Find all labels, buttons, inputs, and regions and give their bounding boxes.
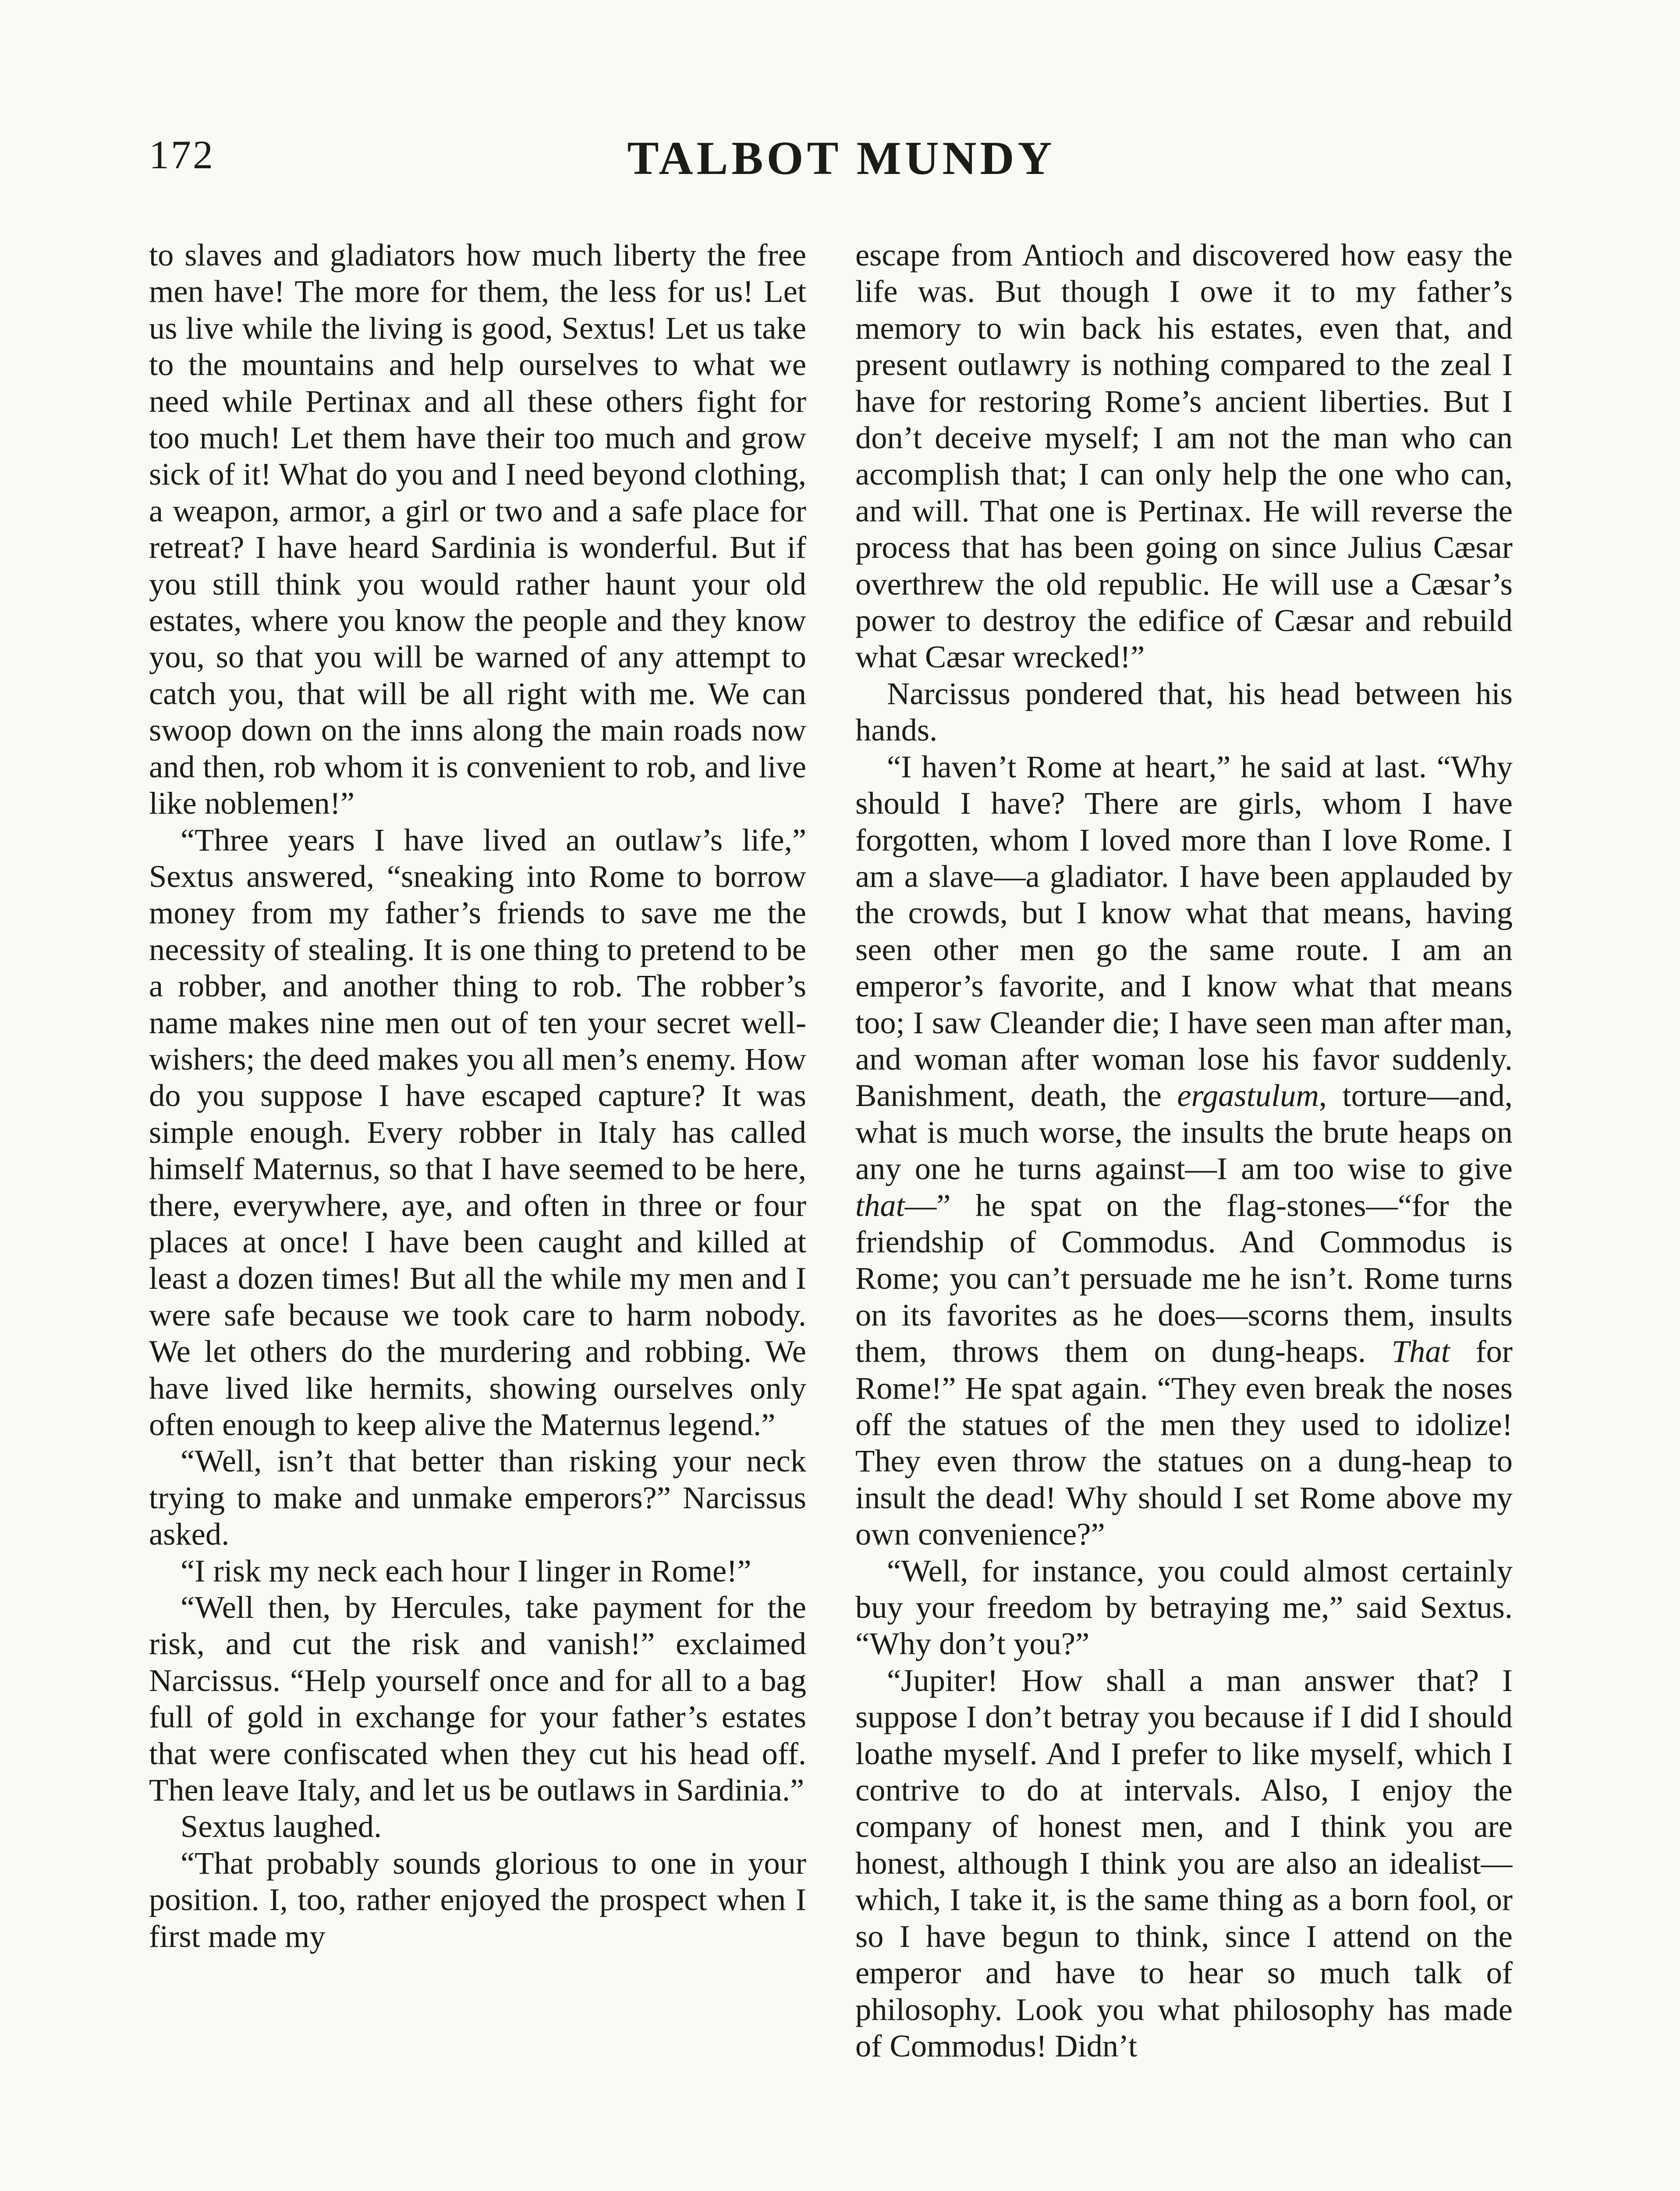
text-run: —” he spat on the flag-stones—“for the friendship of Commodus. And Commodus is Rome; you can’t persuade me he isn’t. Rome turns on its favorites as he does—scorns them, insults them, throws them on dung-heaps. [855,1187,1513,1369]
paragraph: Sextus laughed. [181,1808,382,1844]
italic-term: That [1391,1333,1450,1369]
paragraph: to slaves and gladiators how much liberty the free men have! The more for them, the less for us! Let us live while the living is good, Sextus! Let us take to the mountains and help ourselves to what we need while Pertinax and all these others fight for too much! Let them have their too much and grow sick of it! What do you and I need beyond clothing, a weapon, armor, a girl or two and a safe place for retreat? I have heard Sardinia is wonderful. But if you still think you would rather haunt your old estates, where you know the people and they know you, so that you will be warned of any attempt to catch you, that will be all right with me. We can swoop down on the inns along the main roads now and then, rob whom it is convenient to rob, and live like noblemen!” [149,237,806,821]
paragraph: “Well, isn’t that better than risking your neck trying to make and unmake emperors?” Narcissus asked. [149,1443,806,1552]
italic-term: ergastulum [1177,1078,1319,1113]
running-head: TALBOT MUNDY [627,132,1056,184]
text-run: “I haven’t Rome at heart,” he said at last. “Why should I have? There are girls, whom I have forgotten, whom I loved more than I love Rome. I am a slave—a gladiator. I have been applauded by the crowds, but I know what that means, having seen other men go the same route. I am an emperor’s favorite, and I know what that means too; I saw Cleander die; I have seen man after man, and woman after woman lose his favor suddenly. Banishment, death, the [855,748,1513,1113]
italic-term: that [855,1187,905,1223]
paragraph: “I risk my neck each hour I linger in Rome!” [181,1553,751,1588]
paragraph: “Well then, by Hercules, take payment for the risk, and cut the risk and vanish!” exclaimed Narcissus. “Help yourself once and for all to a bag full of gold in exchange for your father’s estates that were confiscated when they cut his head off. Then leave Italy, and let us be outlaws in Sardinia.” [149,1589,806,1808]
paragraph: escape from Antioch and discovered how easy the life was. But though I owe it to my father’s memory to win back his estates, even that, and present outlawry is nothing compared to the zeal I have for restoring Rome’s ancient liberties. But I don’t deceive myself; I am not the man who can accomplish that; I can only help the one who can, and will. That one is Pertinax. He will reverse the process that has been going on since Julius Cæsar overthrew the old republic. He will use a Cæsar’s power to destroy the edifice of Cæsar and rebuild what Cæsar wrecked!” [855,237,1513,675]
paragraph: “That probably sounds glorious to one in your position. I, too, rather enjoyed the prospect when I first made my [149,1845,806,1954]
text-run: for Rome!” He spat again. “They even break the noses off the statues of the men they used to idolize! They even throw the statues on a dung-heap to insult the dead! Why should I set Rome above my own convenience?” [855,1333,1513,1552]
paragraph: Narcissus pondered that, his head between his hands. [855,675,1513,748]
page-number: 172 [149,132,215,177]
paragraph: “Three years I have lived an outlaw’s life,” Sextus answered, “sneaking into Rome to borrow money from my father’s friends to save me the necessity of stealing. It is one thing to pretend to be a robber, and another thing to rob. The robber’s name makes nine men out of ten your secret well-wishers; the deed makes you all men’s enemy. How do you suppose I have escaped capture? It was simple enough. Every robber in Italy has called himself Maternus, so that I have seemed to be here, there, everywhere, aye, and often in three or four places at once! I have been caught and killed at least a dozen times! But all the while my men and I were safe because we took care to harm nobody. We let others do the murdering and robbing. We have lived like hermits, showing ourselves only often enough to keep alive the Maternus legend.” [149,822,806,1442]
text-run: , torture—and, what is much worse, the insults the brute heaps on any one he turns against—I am too wise to give [855,1078,1513,1187]
paragraph [855,748,1513,1553]
paragraph: “Jupiter! How shall a man answer that? I suppose I don’t betray you because if I did I should loathe myself. And I prefer to like myself, which I contrive to do at intervals. Also, I enjoy the company of honest men, and I think you are honest, although I think you are also an idealist—which, I take it, is the same thing as a born fool, or so I have begun to think, since I attend on the emperor and have to hear so much talk of philosophy. Look you what philosophy has made of Commodus! Didn’t [855,1662,1513,2063]
page-header [149,131,1534,197]
left-column [149,237,806,2191]
paragraph: “Well, for instance, you could almost certainly buy your freedom by betraying me,” said Sextus. “Why don’t you?” [855,1553,1513,1662]
right-column [855,237,1513,2191]
